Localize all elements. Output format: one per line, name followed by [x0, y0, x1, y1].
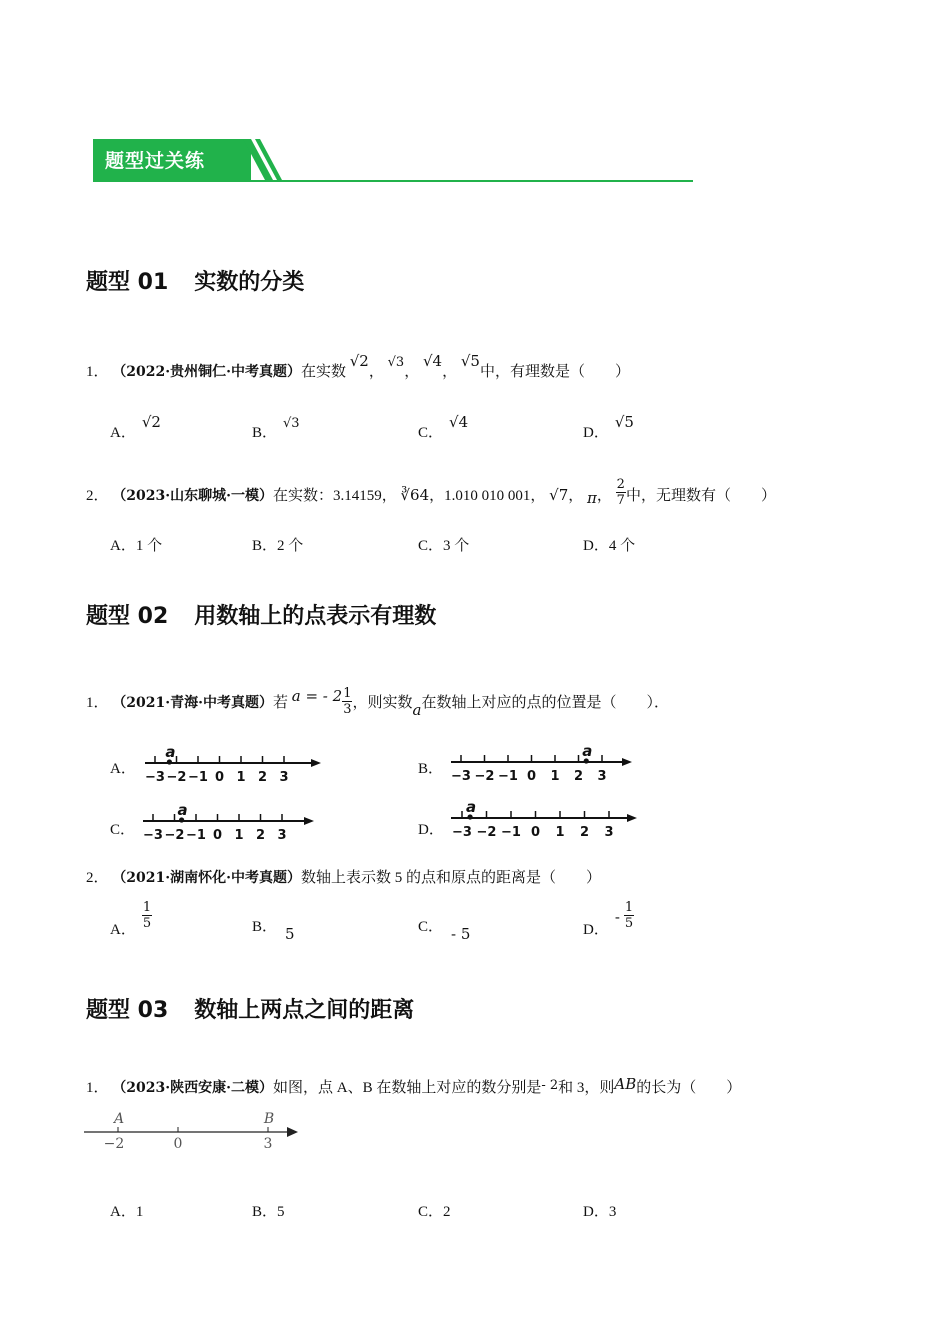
option-c[interactable]: C．√4: [418, 413, 469, 441]
tick-label: 0: [214, 770, 225, 785]
option-a[interactable]: A． $\frac{1}{5}$: [110, 900, 152, 938]
section-heading-1: 题型 01 实数的分类: [86, 270, 305, 295]
point-a-label: a: [177, 801, 188, 819]
option-d[interactable]: D．4 个: [583, 538, 636, 554]
option-c[interactable]: C．2: [418, 1204, 451, 1220]
tick-label: 0: [173, 1136, 183, 1152]
number-line-option-c[interactable]: [141, 801, 316, 847]
option-c[interactable]: C．3 个: [418, 538, 470, 554]
tick-label: 1: [234, 828, 244, 843]
number-line-option-d[interactable]: [449, 797, 639, 845]
tick-label: −1: [501, 825, 521, 840]
question-3-1: 1． （2023·陕西安康·二模）如图，点 A、B 在数轴上对应的数分别是- 2和 3，则AB的长为（ ）: [86, 1075, 742, 1096]
option-d-label[interactable]: D．: [418, 822, 444, 838]
banner-rule: [93, 180, 693, 182]
tick-label: −2: [164, 828, 185, 843]
tick-label: 0: [212, 828, 223, 843]
point-a-label: a: [165, 743, 176, 761]
tick-label: −2: [476, 825, 497, 840]
tick-label: −3: [145, 770, 165, 785]
option-a-label[interactable]: A．: [110, 761, 136, 777]
tick-label: 3: [263, 1136, 273, 1152]
option-d[interactable]: D．√5: [583, 413, 634, 441]
option-d[interactable]: D．- $\frac{1}{5}$: [583, 900, 634, 938]
tick-label: −3: [143, 828, 163, 843]
banner-title: 题型过关练: [105, 150, 206, 172]
point-a-label: a: [582, 742, 593, 760]
tick-label: 3: [604, 825, 614, 840]
tick-label: −1: [188, 770, 208, 785]
section-heading-3: 题型 03 数轴上两点之间的距离: [86, 998, 415, 1023]
option-a[interactable]: A．√2: [110, 413, 161, 441]
tick-label: 2: [255, 828, 266, 843]
point-a-label: a: [466, 798, 477, 816]
tick-label: 0: [526, 769, 537, 784]
tick-label: −3: [452, 825, 472, 840]
tick-label: −2: [166, 770, 187, 785]
axis-arrow: [311, 759, 321, 767]
tick-label: 2: [573, 769, 584, 784]
tick-label: 3: [597, 769, 607, 784]
option-b[interactable]: B．√3: [252, 416, 300, 441]
option-d[interactable]: D．3: [583, 1204, 617, 1220]
question-2-1: 1． （2021·青海·中考真题）若 a = - 2 $\frac{1}{3}$ ，则实数a在数轴上对应的点的位置是（ ）．: [86, 686, 669, 719]
tick-label: 0: [530, 825, 541, 840]
point-a-label: A: [113, 1111, 125, 1127]
tick-label: 3: [277, 828, 287, 843]
number-line-ab: [84, 1108, 304, 1156]
number-line-option-b[interactable]: [449, 740, 634, 786]
section-heading-2: 题型 02 用数轴上的点表示有理数: [86, 604, 437, 629]
tick-label: 1: [236, 770, 246, 785]
banner-stripes: [243, 139, 283, 181]
axis-arrow: [304, 817, 314, 825]
axis-arrow: [622, 758, 632, 766]
question-2-2: 2． （2021·湖南怀化·中考真题）数轴上表示数 5 的点和原点的距离是（ ）: [86, 870, 601, 886]
tick-label: −1: [186, 828, 206, 843]
tick-label: 2: [579, 825, 590, 840]
option-b[interactable]: B．2 个: [252, 538, 304, 554]
option-a[interactable]: A．1: [110, 1204, 144, 1220]
option-b[interactable]: B．5: [252, 1204, 285, 1220]
banner-box: [93, 139, 251, 180]
option-b[interactable]: B． 5: [252, 919, 295, 943]
option-b-label[interactable]: B．: [418, 761, 444, 777]
fraction-1-3: $\frac{1}{3}$: [343, 686, 352, 717]
tick-label: 1: [550, 769, 560, 784]
question-1-1: 1． （2022·贵州铜仁·中考真题）在实数 √2， √3， √4， √5中，有理数是（ ）: [86, 352, 630, 380]
tick-label: −2: [474, 769, 495, 784]
option-a[interactable]: A．1 个: [110, 538, 163, 554]
tick-label: −1: [498, 769, 518, 784]
section-banner: [93, 139, 693, 183]
point-b-label: B: [263, 1111, 275, 1127]
fraction-2-7: $\frac{2}{7}$: [616, 477, 625, 509]
option-c-label[interactable]: C．: [110, 822, 136, 838]
tick-label: 2: [257, 770, 268, 785]
number-line-option-a[interactable]: [143, 742, 323, 788]
tick-label: 1: [555, 825, 565, 840]
question-1-2: 2． （2023·山东聊城·一模）在实数：3.14159， ∛64，1.010 010 001， √7， π， $\frac{2}{7}$ 中，无理数有（ ）: [86, 477, 776, 509]
tick-label: 3: [279, 770, 289, 785]
option-c[interactable]: C． - 5: [418, 919, 471, 943]
axis-arrow: [627, 814, 637, 822]
tick-label: −3: [451, 769, 471, 784]
tick-label: −2: [103, 1136, 125, 1152]
